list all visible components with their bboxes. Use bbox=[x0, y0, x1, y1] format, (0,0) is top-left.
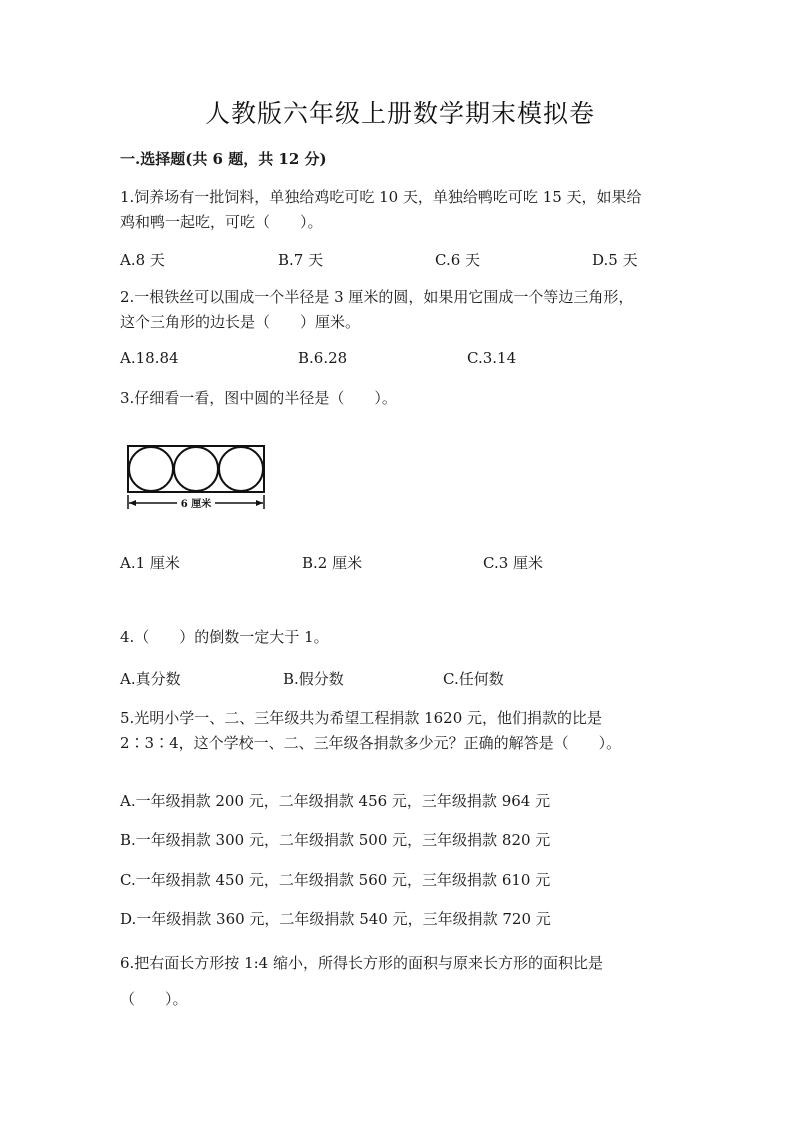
q5-option-a: A.一年级捐款 200 元，二年级捐款 456 元，三年级捐款 964 元 bbox=[120, 792, 551, 810]
q1-option-c: C.6 天 bbox=[435, 251, 481, 269]
q5-option-b: B.一年级捐款 300 元，二年级捐款 500 元，三年级捐款 820 元 bbox=[120, 831, 551, 849]
q3-option-b: B.2 厘米 bbox=[302, 554, 363, 572]
question-2-line-1: 2.一根铁丝可以围成一个半径是 3 厘米的圆，如果用它围成一个等边三角形， bbox=[120, 288, 634, 306]
figure-length-label: 6 厘米 bbox=[180, 499, 212, 510]
q2-option-c: C.3.14 bbox=[467, 349, 517, 367]
q1-option-b: B.7 天 bbox=[278, 251, 324, 269]
question-5-line-1: 5.光明小学一、二、三年级共为希望工程捐款 1620 元，他们捐款的比是 bbox=[120, 709, 603, 727]
q1-option-d: D.5 天 bbox=[592, 251, 638, 269]
q4-option-b: B.假分数 bbox=[283, 670, 344, 688]
question-4-line-1: 4.（ ）的倒数一定大于 1。 bbox=[120, 628, 329, 646]
q4-option-c: C.任何数 bbox=[443, 670, 504, 688]
q3-option-c: C.3 厘米 bbox=[483, 554, 544, 572]
q2-option-a: A.18.84 bbox=[120, 349, 179, 367]
question-6-line-1: 6.把右面长方形按 1:4 缩小，所得长方形的面积与原来长方形的面积比是 bbox=[120, 954, 603, 972]
q5-option-d: D.一年级捐款 360 元，二年级捐款 540 元，三年级捐款 720 元 bbox=[120, 910, 551, 928]
q2-option-b: B.6.28 bbox=[298, 349, 348, 367]
question-1-line-1: 1.饲养场有一批饲料，单独给鸡吃可吃 10 天，单独给鸭吃可吃 15 天，如果给 bbox=[120, 188, 642, 206]
q5-option-c: C.一年级捐款 450 元，二年级捐款 560 元，三年级捐款 610 元 bbox=[120, 871, 551, 889]
question-6-line-2: （ ）。 bbox=[120, 990, 188, 1008]
question-1-line-2: 鸡和鸭一起吃，可吃（ ）。 bbox=[120, 213, 323, 231]
q4-option-a: A.真分数 bbox=[120, 670, 181, 688]
dimension-arrow-left-icon bbox=[129, 500, 136, 506]
page-title: 人教版六年级上册数学期末模拟卷 bbox=[204, 99, 595, 128]
q3-option-a: A.1 厘米 bbox=[120, 554, 180, 572]
question-6 bbox=[120, 945, 603, 1017]
figure-rectangle bbox=[128, 446, 264, 492]
question-5 bbox=[120, 706, 621, 756]
question-1 bbox=[120, 185, 642, 235]
question-2 bbox=[120, 285, 633, 335]
figure-circle-3 bbox=[219, 447, 263, 491]
question-3-line-1: 3.仔细看一看，图中圆的半径是（ ）。 bbox=[120, 389, 397, 407]
question-5-line-2: 2∶3∶4，这个学校一、二、三年级各捐款多少元？正确的解答是（ ）。 bbox=[120, 734, 622, 752]
question-3 bbox=[120, 386, 397, 411]
three-circles-figure bbox=[120, 443, 270, 517]
dimension-arrow-right-icon bbox=[256, 500, 263, 506]
figure-circle-2 bbox=[174, 447, 218, 491]
three-circles-svg bbox=[120, 443, 270, 513]
question-4 bbox=[120, 625, 329, 650]
q1-option-a: A.8 天 bbox=[120, 251, 165, 269]
figure-circle-1 bbox=[129, 447, 173, 491]
question-2-line-2: 这个三角形的边长是（ ）厘米。 bbox=[120, 313, 361, 331]
section-heading: 一.选择题(共 6 题，共 12 分) bbox=[120, 150, 327, 168]
